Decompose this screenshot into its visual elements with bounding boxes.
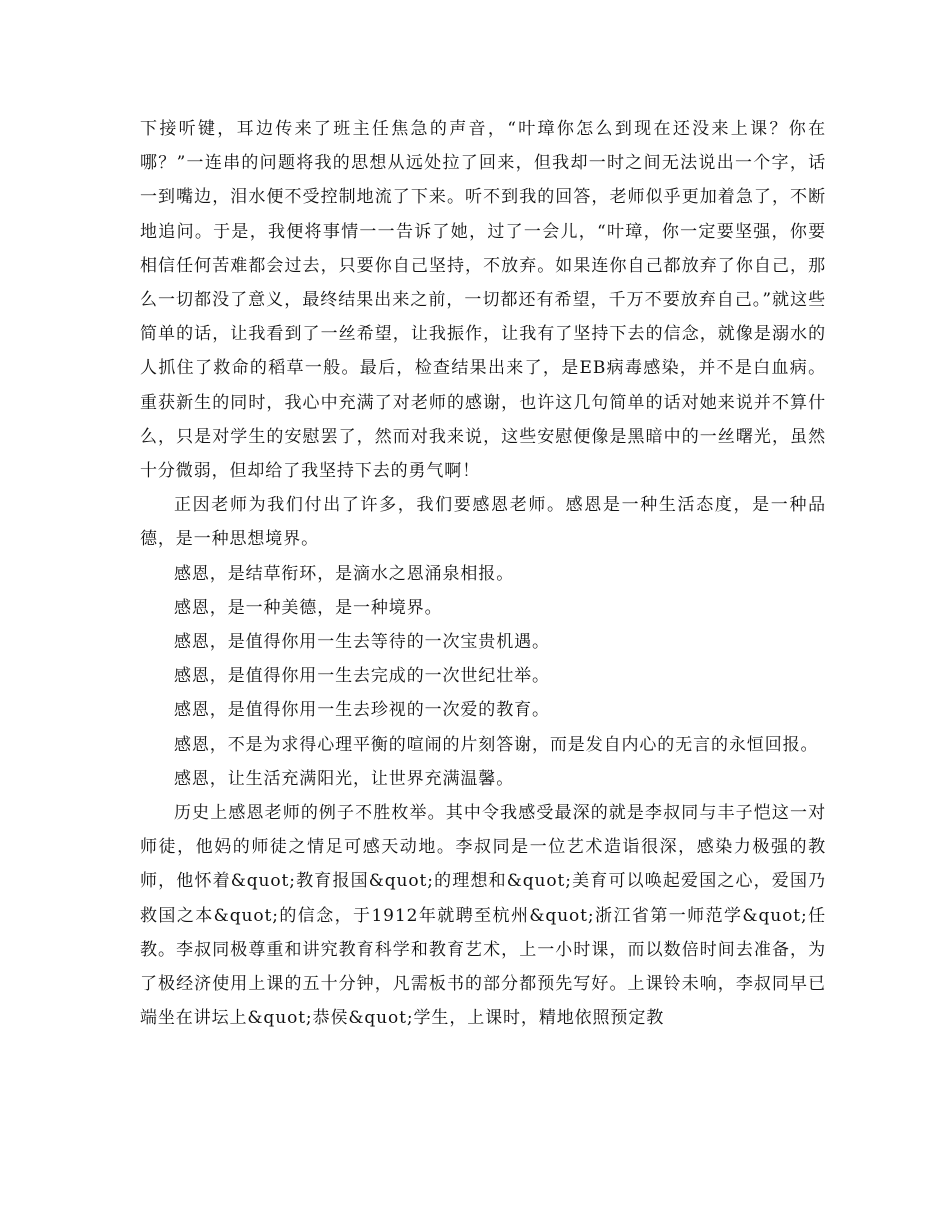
paragraph-8: 感恩，不是为求得心理平衡的喧闹的片刻答谢，而是发自内心的无言的永恒回报。 bbox=[174, 734, 819, 755]
paragraph-5: 感恩，是值得你用一生去等待的一次宝贵机遇。 bbox=[174, 632, 550, 653]
paragraph-1: 下接听键，耳边传来了班主任焦急的声音，“叶璋你怎么到现在还没来上课？你在哪？”一连串的问题将我的思想从远处拉了回来，但我却一时之间无法说出一个字，话一到嘴边，泪水便不受控制地流了下来。听不到我的回答，老师似乎更加着急了，不断地追问。于是，我便将事情一一告诉了她，过了一会儿，“叶璋，你一定要坚强，你要相信任何苦难都会过去，只要你自己坚持，不放弃。如果连你自己都放弃了你自己，那么一切都没了意义，最终结果出来之前，一切都还有希望，千万不要放弃自己。”就这些简单的话，让我看到了一丝希望，让我振作，让我有了坚持下去的信念，就像是溺水的人抓住了救命的稻草一般。最后，检查结果出来了，是EB病毒感染，并不是白血病。重获新生的同时，我心中充满了对老师的感谢，也许这几句简单的话对她来说并不算什么，只是对学生的安慰罢了，然而对我来说，这些安慰便像是黑暗中的一丝曙光，虽然十分微弱，但却给了我坚持下去的勇气啊！ bbox=[140, 119, 826, 482]
paragraph-2: 正因老师为我们付出了许多，我们要感恩老师。感恩是一种生活态度，是一种品德，是一种思想境界。 bbox=[140, 495, 826, 550]
paragraph-10: 历史上感恩老师的例子不胜枚举。其中令我感受最深的就是李叔同与丰子恺这一对师徒，他妈的师徒之情足可感天动地。李叔同是一位艺术造诣很深，感染力极强的教师，他怀着&quot;教育报国&quot;的理想和&quot;美育可以唤起爱国之心，爱国乃救国之本&quot;的信念，于1912年就聘至杭州&quot;浙江省第一师范学&quot;任教。李叔同极尊重和讲究教育科学和教育艺术，上一小时课，而以数倍时间去准备，为了极经济使用上课的五十分钟，凡需板书的部分都预先写好。上课铃未响，李叔同早已端坐在讲坛上&quot;恭侯&quot;学生，上课时，精地依照预定教 bbox=[140, 803, 826, 1029]
paragraph-3: 感恩，是结草衔环，是滴水之恩涌泉相报。 bbox=[174, 563, 515, 584]
document-body bbox=[140, 112, 826, 1035]
paragraph-4: 感恩，是一种美德，是一种境界。 bbox=[174, 597, 443, 618]
paragraph-6: 感恩，是值得你用一生去完成的一次世纪壮举。 bbox=[174, 666, 550, 687]
paragraph-9: 感恩，让生活充满阳光，让世界充满温馨。 bbox=[174, 768, 515, 789]
paragraph-7: 感恩，是值得你用一生去珍视的一次爱的教育。 bbox=[174, 700, 550, 721]
